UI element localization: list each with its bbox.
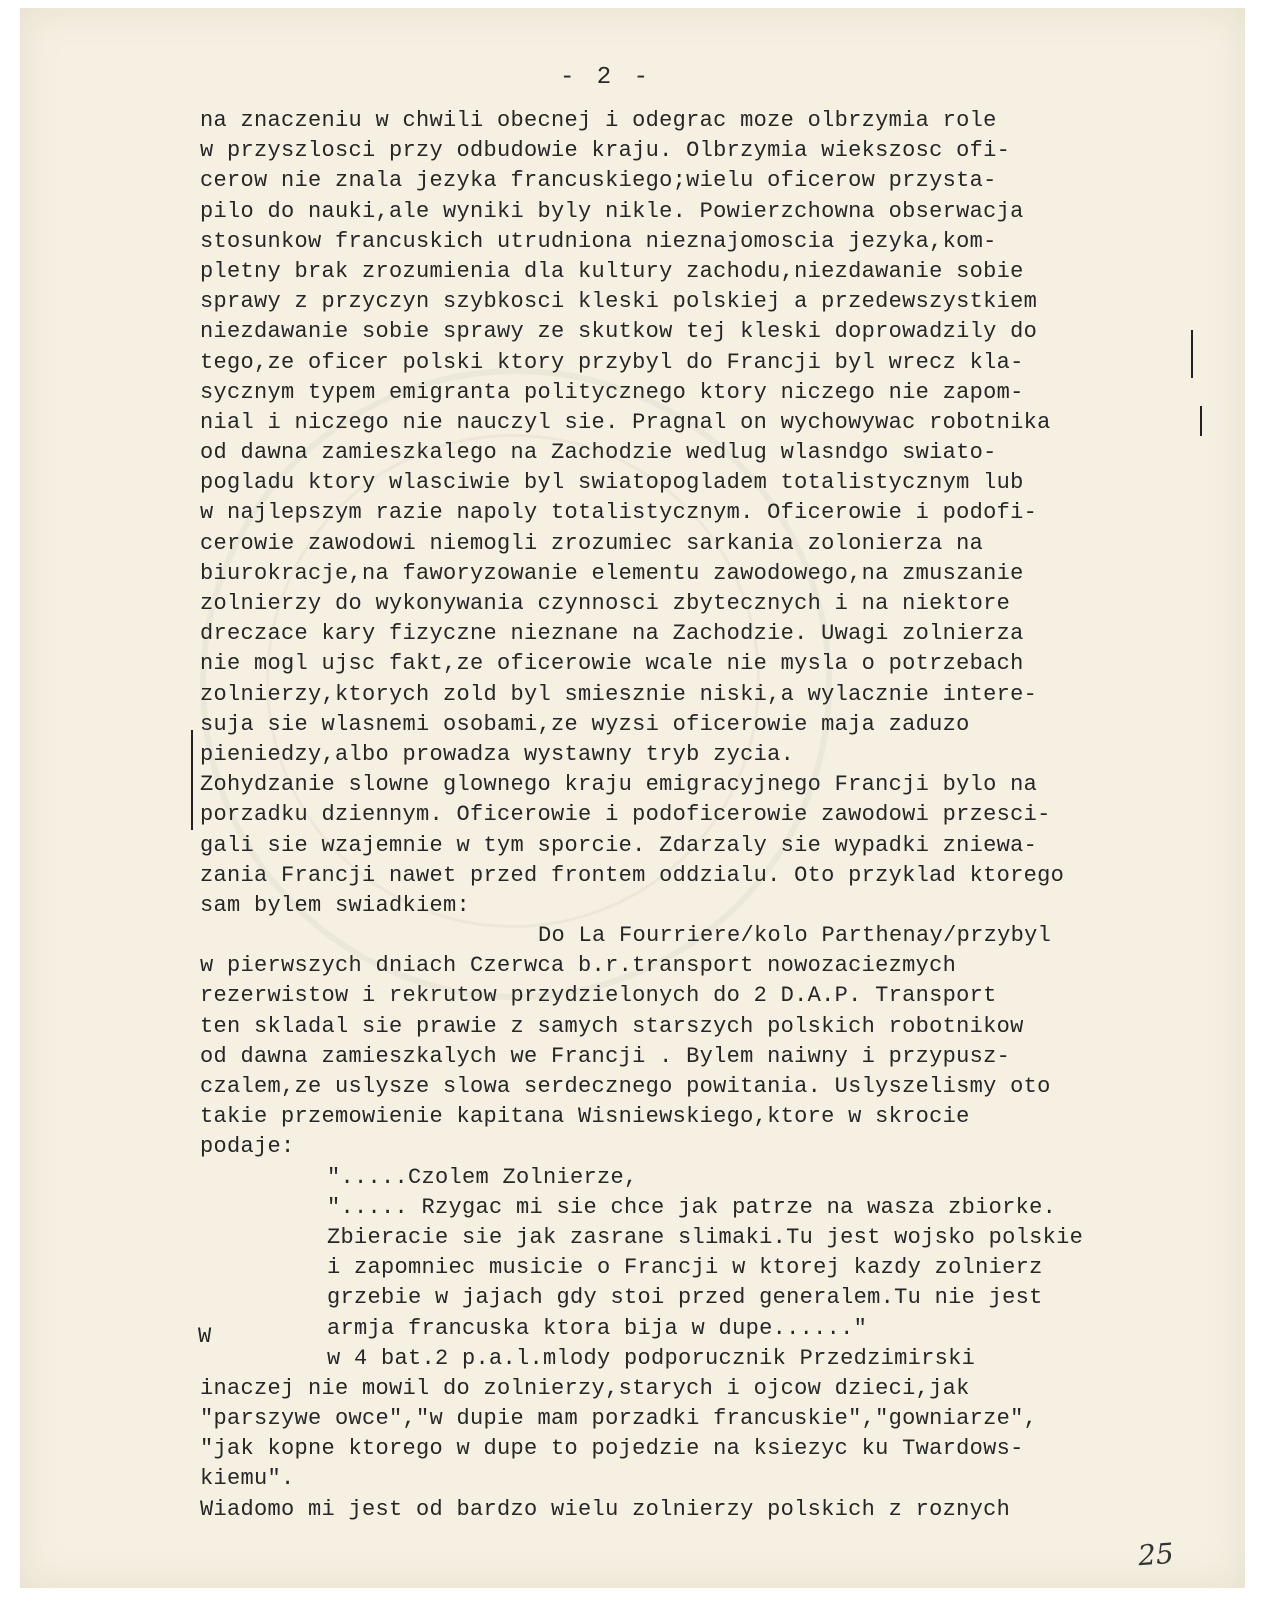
- text-line: zania Francji nawet przed frontem oddzialu. Oto przyklad ktorego: [200, 862, 1065, 888]
- text-line: niezdawanie sobie sprawy ze skutkow tej kleski doprowadzily do: [200, 319, 1038, 345]
- handwritten-page-number: 25: [1136, 1536, 1175, 1573]
- text-line: sprawy z przyczyn szybkosci kleski polskiej a przedewszystkiem: [200, 289, 1038, 315]
- text-line: armja francuska ktora bija w dupe......": [327, 1315, 868, 1341]
- text-line: biurokracje,na faworyzowanie elementu zawodowego,na zmuszanie: [200, 560, 1024, 586]
- text-line: nial i niczego nie nauczyl sie. Pragnal on wychowywac robotnika: [200, 409, 1051, 435]
- text-line: grzebie w jajach gdy stoi przed generalem.Tu nie jest: [327, 1285, 1043, 1311]
- typed-text-body: [200, 106, 1210, 1525]
- text-line: "jak kopne ktorego w dupe to pojedzie na ksiezyc ku Twardows-: [200, 1436, 1024, 1462]
- text-line: kiemu".: [200, 1466, 295, 1492]
- page-number: - 2 -: [560, 64, 653, 91]
- text-line: sam bylem swiadkiem:: [200, 892, 471, 918]
- text-line: w najlepszym razie napoly totalistycznym. Oficerowie i podofi-: [200, 500, 1038, 526]
- margin-correction-mark: [1191, 330, 1193, 378]
- text-line: pletny brak zrozumienia dla kultury zachodu,niezdawanie sobie: [200, 258, 1024, 284]
- text-line: od dawna zamieszkalego na Zachodzie wedlug wlasndgo swiato-: [200, 440, 997, 466]
- text-line: suja sie wlasnemi osobami,ze wyzsi oficerowie maja zaduzo: [200, 711, 970, 737]
- text-line: rezerwistow i rekrutow przydzielonych do 2 D.A.P. Transport: [200, 983, 997, 1009]
- text-line: pilo do nauki,ale wyniki byly nikle. Powierzchowna obserwacja: [200, 198, 1024, 224]
- text-line: cerow nie znala jezyka francuskiego;wielu oficerow przysta-: [200, 168, 997, 194]
- margin-correction-mark: [1200, 406, 1202, 436]
- margin-letter: W: [198, 1324, 212, 1349]
- text-line: ".....Czolem Zolnierze,: [327, 1164, 638, 1190]
- text-line: czalem,ze uslysze slowa serdecznego powitania. Uslyszelismy oto: [200, 1074, 1051, 1099]
- text-line: w pierwszych dniach Czerwca b.r.transport nowozaciezmych: [200, 953, 957, 979]
- text-line: stosunkow francuskich utrudniona nieznajomoscia jezyka,kom-: [200, 228, 997, 254]
- text-line: podaje:: [200, 1134, 295, 1160]
- text-line: dreczace kary fizyczne nieznane na Zachodzie. Uwagi zolnierza: [200, 621, 1024, 647]
- text-line: w przyszlosci przy odbudowie kraju. Olbrzymia wiekszosc ofi-: [200, 138, 1011, 164]
- text-line: sycznym typem emigranta politycznego ktory niczego nie zapom-: [200, 379, 1024, 405]
- text-line: "..... Rzygac mi sie chce jak patrze na wasza zbiorke.: [327, 1194, 1057, 1220]
- text-line: takie przemowienie kapitana Wisniewskiego,ktore w skrocie: [200, 1104, 970, 1130]
- text-line: od dawna zamieszkalych we Francji . Bylem naiwny i przypusz-: [200, 1043, 1011, 1069]
- text-line: pogladu ktory wlasciwie byl swiatopogladem totalistycznym lub: [200, 470, 1024, 496]
- text-line: Wiadomo mi jest od bardzo wielu zolnierzy polskich z roznych: [200, 1496, 1011, 1522]
- text-line: zolnierzy,ktorych zold byl smiesznie niski,a wylacznie intere-: [200, 681, 1038, 707]
- text-line: w 4 bat.2 p.a.l.mlody podporucznik Przedzimirski: [327, 1345, 976, 1371]
- text-line: ten skladal sie prawie z samych starszych polskich robotnikow: [200, 1013, 1024, 1039]
- text-line: zolnierzy do wykonywania czynnosci zbytecznych i na niektore: [200, 591, 1011, 616]
- text-line: i zapomniec musicie o Francji w ktorej kazdy zolnierz: [327, 1255, 1043, 1281]
- text-line: inaczej nie mowil do zolnierzy,starych i ojcow dzieci,jak: [200, 1375, 970, 1401]
- text-line: na znaczeniu w chwili obecnej i odegrac moze olbrzymia role: [200, 108, 997, 133]
- text-line: cerowie zawodowi niemogli zrozumiec sarkania zolonierza na: [200, 530, 984, 556]
- text-line: nie mogl ujsc fakt,ze oficerowie wcale nie mysla o potrzebach: [200, 651, 1024, 677]
- text-line: pieniedzy,albo prowadza wystawny tryb zycia.: [200, 741, 795, 767]
- text-line: porzadku dziennym. Oficerowie i podoficerowie zawodowi przesci-: [200, 802, 1051, 828]
- text-line: gali sie wzajemnie w tym sporcie. Zdarzaly sie wypadki zniewa-: [200, 832, 1038, 858]
- text-line: Zohydzanie slowne glownego kraju emigracyjnego Francji bylo na: [200, 772, 1038, 798]
- text-line: "parszywe owce","w dupie mam porzadki francuskie","gowniarze",: [200, 1406, 1038, 1432]
- margin-correction-mark: [191, 730, 193, 830]
- text-line: Zbieracie sie jak zasrane slimaki.Tu jest wojsko polskie: [327, 1224, 1084, 1250]
- text-line: Do La Fourriere/kolo Parthenay/przybyl: [538, 923, 1052, 949]
- text-line: tego,ze oficer polski ktory przybyl do Francji byl wrecz kla-: [200, 349, 1024, 375]
